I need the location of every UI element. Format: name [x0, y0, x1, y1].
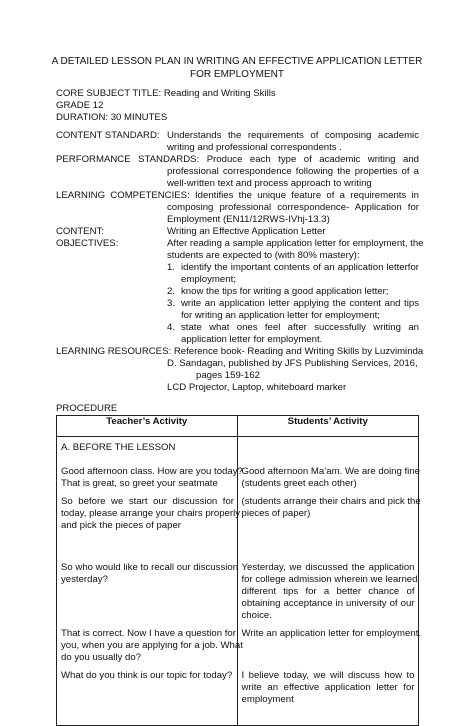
teacher-line: today, please arrange your chairs properly: [61, 508, 241, 519]
student-line: (students greet each other): [241, 478, 357, 489]
procedure-label: PROCEDURE: [56, 403, 118, 414]
teacher-line: So who would like to recall our discussion: [61, 562, 239, 573]
title-line-2: FOR EMPLOYMENT: [190, 68, 284, 80]
teacher-line: and pick the pieces of paper: [61, 520, 182, 531]
learning-competencies-line-3: Employment (EN11/12RWS-IVhj-13.3): [167, 214, 330, 225]
student-line: I believe today, we will discuss how to: [241, 670, 415, 681]
objective-text: identify the important contents of an application letterfor: [181, 262, 419, 273]
content-value: Writing an Effective Application Letter: [167, 226, 326, 237]
students-activity-cell: [237, 437, 422, 726]
objective-text-cont: employment;: [181, 274, 236, 285]
table-row: [57, 437, 419, 726]
objective-number: 1.: [167, 262, 176, 273]
teacher-line: Good afternoon class. How are you today?: [61, 466, 243, 477]
student-line: for college admission wherein we learned: [241, 574, 418, 585]
learning-competencies-line-2: composing professional correspondence- Application for: [167, 202, 419, 213]
core-subject-title: CORE SUBJECT TITLE: Reading and Writing Skills: [56, 88, 276, 99]
student-line: employment: [241, 694, 294, 705]
content-standard-text-2: writing and professional correspondents .: [167, 142, 342, 153]
student-line: Write an application letter for employment.: [241, 628, 422, 639]
students-activity-header: Students’ Activity: [237, 416, 419, 437]
section-heading-before-lesson: A. BEFORE THE LESSON: [61, 442, 176, 453]
title-line-1: A DETAILED LESSON PLAN IN WRITING AN EFFECTIVE APPLICATION LETTER: [51, 56, 423, 67]
performance-standards-line-3: well-written text and process approach to writing: [167, 178, 372, 189]
objective-number: 3.: [167, 298, 176, 309]
student-line: different tips for a better chance of: [241, 586, 415, 597]
objective-text: write an application letter applying the content and tips: [181, 298, 419, 309]
procedure-table: [56, 415, 422, 726]
grade-level: GRADE 12: [56, 100, 104, 111]
content-standard-text-1: Understands the requirements of composing academic: [167, 130, 419, 141]
teacher-activity-header: Teacher’s Activity: [57, 416, 238, 437]
teacher-line: do you usually do?: [61, 652, 142, 663]
content-standard-label: CONTENT STANDARD:: [56, 130, 160, 141]
learning-resources-line-2: D. Sandagan, published by JFS Publishing Services, 2016,: [167, 358, 418, 369]
teacher-line: you, when you are applying for a job. What: [61, 640, 243, 651]
objectives-label: OBJECTIVES:: [56, 238, 119, 249]
student-line: choice.: [241, 610, 272, 621]
teacher-line: What do you think is our topic for today?: [61, 670, 233, 681]
objective-text-cont: application letter for employment.: [181, 334, 323, 345]
table-header-row: [57, 416, 419, 437]
performance-standards-line-1: PERFORMANCE STANDARDS: Produce each type of academic writing and: [56, 154, 419, 165]
student-line: Yesterday, we discussed the application: [241, 562, 415, 573]
objective-number: 4.: [167, 322, 176, 333]
teacher-line: yesterday?: [61, 574, 108, 585]
document-title: [40, 56, 434, 81]
objective-text-cont: for writing an application letter for employment;: [181, 310, 380, 321]
learning-competencies-line-1: LEARNING COMPETENCIES: Identifies the unique feature of a requirements in: [56, 190, 419, 201]
teacher-line: That is correct. Now I have a question for: [61, 628, 236, 639]
learning-resources-line-4: LCD Projector, Laptop, whiteboard marker: [167, 382, 347, 393]
objectives-intro-1: After reading a sample application letter for employment, the: [167, 238, 424, 249]
student-line: Good afternoon Ma’am. We are doing fine: [241, 466, 420, 477]
performance-standards-line-2: professional correspondence following the properties of a: [167, 166, 419, 177]
duration: DURATION: 30 MINUTES: [56, 112, 168, 123]
objectives-intro-2: students are expected to (with 80% mastery):: [167, 250, 360, 261]
student-line: write an effective application letter for: [241, 682, 415, 693]
learning-resources-line-3: pages 159-162: [196, 370, 261, 381]
student-line: (students arrange their chairs and pick the: [241, 496, 421, 507]
student-line: pieces of paper): [241, 508, 311, 519]
content-label: CONTENT:: [56, 226, 104, 237]
teacher-line: So before we start our discussion for: [61, 496, 234, 507]
learning-resources-line-1: LEARNING RESOURCES: Reference book- Reading and Writing Skills by Luzviminda: [56, 346, 424, 357]
teacher-line: That is great, so greet your seatmate: [61, 478, 218, 489]
teacher-activity-cell: [57, 437, 243, 726]
objective-text: know the tips for writing a good application letter;: [181, 286, 389, 297]
objective-number: 2.: [167, 286, 176, 297]
student-line: obtaining acceptance in university of our: [241, 598, 415, 609]
objective-text: state what ones feel after successfully writing an: [181, 322, 419, 333]
